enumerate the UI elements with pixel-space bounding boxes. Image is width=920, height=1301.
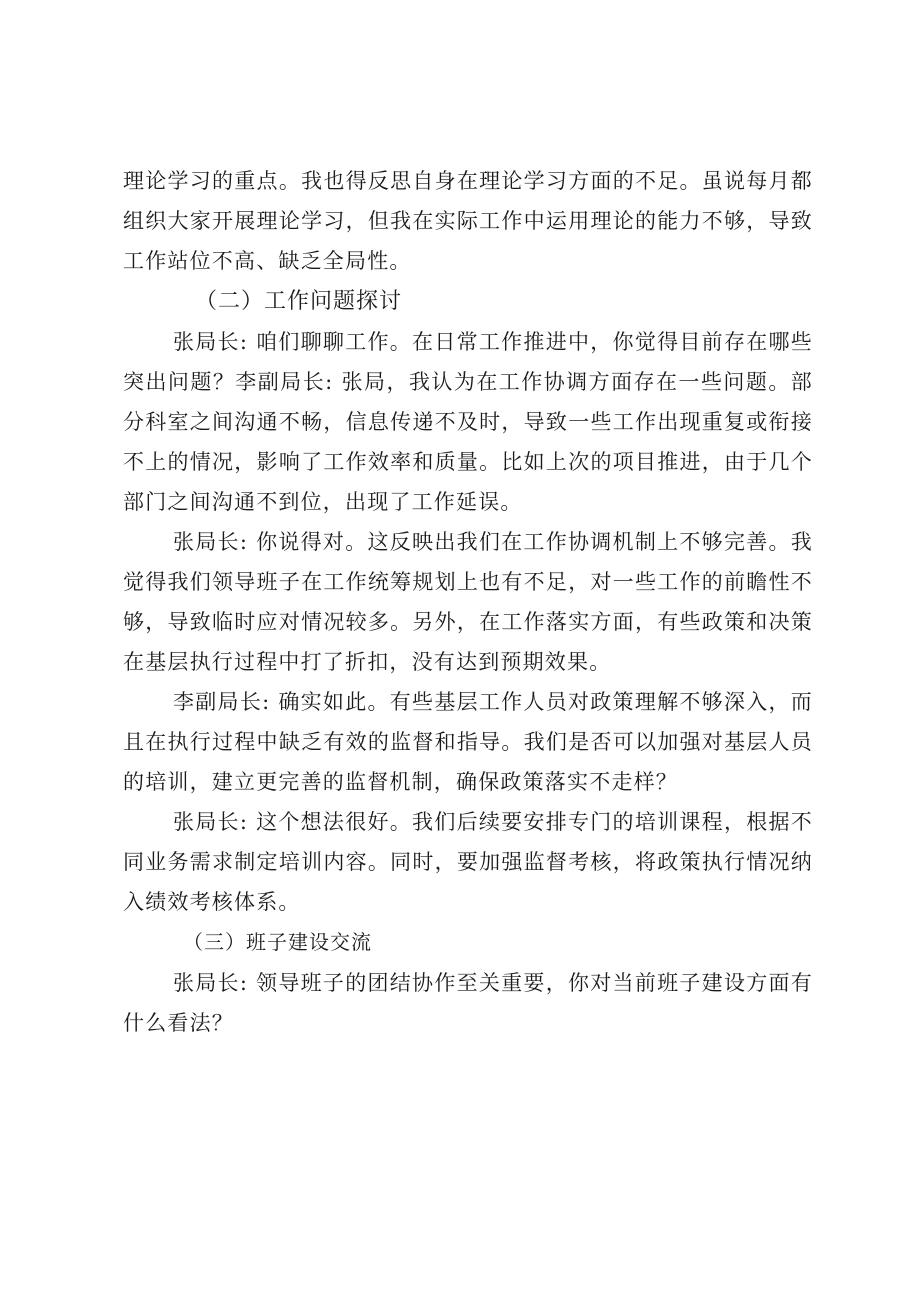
section-heading-work-issues: （二）工作问题探讨 [195,289,403,314]
paragraph-theory-study: 理论学习的重点。我也得反思自身在理论学习方面的不足。虽说每月都组织大家开展理论学习，但我在实际工作中运用理论的能力不够，导致工作站位不高、缺乏全局性。 [123,169,813,273]
section-heading-team-building: （三）班子建设交流 [183,930,372,954]
paragraph-training-plan: 张局长: 这个想法很好。我们后续要安排专门的培训课程，根据不同业务需求制定培训内容。同时，要加强监督考核，将政策执行情况纳入绩效考核体系。 [123,810,813,914]
paragraph-coordination-mechanism: 张局长: 你说得对。这反映出我们在工作协调机制上不够完善。我觉得我们领导班子在工作统筹规划上也有不足，对一些工作的前瞻性不够，导致临时应对情况较多。另外，在工作落实方面，有些政策和决策在基层执行过程中打了折扣，没有达到预期效果。 [123,530,813,674]
paragraph-work-coordination: 张局长: 咱们聊聊工作。在日常工作推进中，你觉得目前存在哪些突出问题？李副局长: 张局，我认为在工作协调方面存在一些问题。部分科室之间沟通不畅，信息传递不及时，导致一些工作出现重复或衔接不上的情况，影响了工作效率和质量。比如上次的项目推进，由于几个部门之间沟通不到位，出现了工作延误。 [123,330,813,514]
document-body [123,161,813,1043]
paragraph-team-unity: 张局长: 领导班子的团结协作至关重要，你对当前班子建设方面有什么看法？ [123,971,813,1035]
paragraph-grassroots-training: 李副局长: 确实如此。有些基层工作人员对政策理解不够深入，而且在执行过程中缺乏有效的监督和指导。我们是否可以加强对基层人员的培训，建立更完善的监督机制，确保政策落实不走样？ [123,690,813,794]
